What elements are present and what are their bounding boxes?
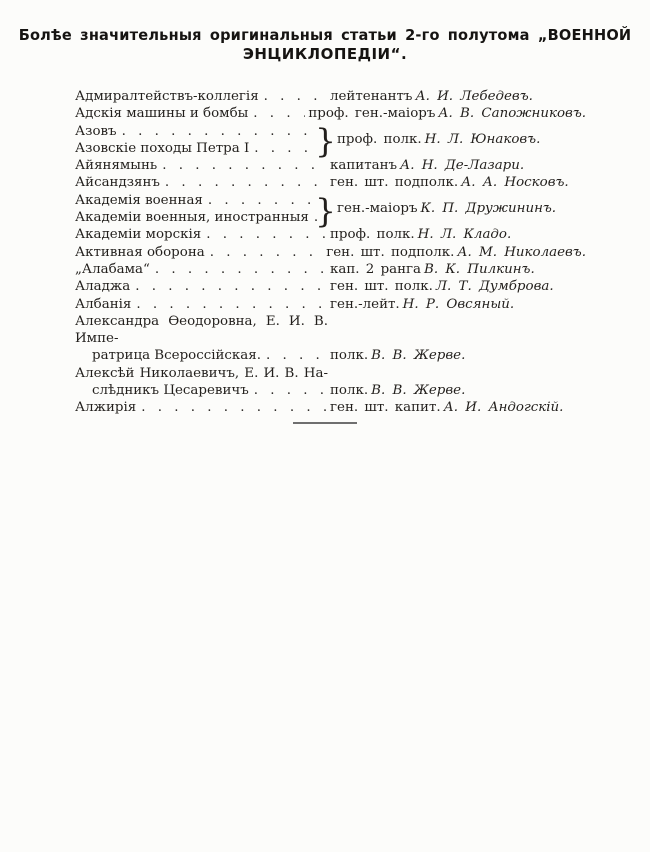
author-name: А. М. Николаевъ. bbox=[457, 244, 586, 260]
group-titles bbox=[75, 123, 315, 158]
entry-author bbox=[330, 278, 586, 295]
entry-row bbox=[75, 296, 586, 313]
author-name: А. В. Сапожниковъ. bbox=[438, 106, 586, 122]
entry-author bbox=[330, 226, 586, 243]
group-brace: } bbox=[315, 190, 336, 230]
entry-title-line-1: Александра Ѳеодоровна, Е. И. В. Импе- bbox=[75, 313, 328, 347]
dot-leader bbox=[253, 105, 305, 122]
entry-row bbox=[75, 399, 586, 416]
author-rank: проф. полк. bbox=[337, 132, 422, 148]
entry-title: Адскія машины и бомбы bbox=[75, 106, 249, 122]
author-name: А. Н. Де-Лазари. bbox=[400, 158, 525, 174]
entry-author bbox=[330, 296, 586, 313]
dot-leader bbox=[136, 296, 327, 313]
entry-title: Академіи военныя, иностранныя bbox=[75, 210, 309, 226]
entry-title-line-2: слѣдникъ Цесаревичъ bbox=[92, 383, 249, 399]
author-rank: ген.-маіоръ bbox=[337, 201, 418, 217]
entry-author bbox=[330, 382, 586, 399]
entry-title: Азовскіе походы Петра I bbox=[75, 140, 250, 156]
author-rank: проф. полк. bbox=[330, 227, 415, 243]
entry-author bbox=[330, 347, 586, 364]
entry-row bbox=[75, 244, 586, 261]
entry-author bbox=[330, 157, 586, 174]
page-title-line-2: ЭНЦИКЛОПЕДІИ“. bbox=[242, 45, 408, 63]
dot-leader bbox=[135, 278, 327, 295]
page-title-line-1: Болѣе значительныя оригинальныя статьи 2-го полутома „ВОЕННОЙ bbox=[18, 26, 632, 44]
group-title-row bbox=[75, 192, 315, 209]
entry-author bbox=[308, 105, 586, 122]
entry-group-row bbox=[75, 121, 586, 161]
author-rank: капитанъ bbox=[330, 158, 398, 174]
author-name: Н. Л. Кладо. bbox=[417, 227, 512, 243]
group-title-row bbox=[75, 140, 315, 157]
entry-author bbox=[337, 200, 586, 217]
entry-row bbox=[75, 261, 586, 278]
author-name: Н. Р. Овсяный. bbox=[402, 296, 515, 312]
author-name: А. И. Лебедевъ. bbox=[415, 89, 533, 104]
entry-twoline bbox=[75, 313, 586, 365]
end-divider bbox=[293, 422, 357, 424]
entry-title: Азовъ bbox=[75, 123, 117, 139]
entry-title: Аладжа bbox=[75, 279, 131, 295]
entry-list bbox=[75, 88, 586, 417]
entry-title: Айянямынь bbox=[75, 158, 158, 174]
dot-leader bbox=[266, 347, 327, 364]
author-rank: полк. bbox=[330, 383, 369, 399]
author-name: А. И. Андогскій. bbox=[443, 400, 564, 416]
author-rank: ген.-лейт. bbox=[330, 296, 400, 312]
dot-leader bbox=[264, 88, 327, 105]
dot-leader bbox=[254, 382, 327, 399]
author-rank: ген. шт. подполк. bbox=[330, 175, 459, 191]
entry-twoline bbox=[75, 365, 586, 400]
group-brace: } bbox=[315, 121, 336, 161]
entry-row bbox=[75, 105, 586, 122]
entry-author bbox=[330, 399, 586, 416]
dot-leader bbox=[141, 399, 327, 416]
author-rank: кап. 2 ранга bbox=[330, 261, 422, 277]
author-rank: ген. шт. капит. bbox=[330, 400, 441, 416]
group-titles bbox=[75, 192, 315, 227]
entry-row bbox=[75, 382, 586, 399]
author-name: В. В. Жерве. bbox=[371, 383, 466, 399]
author-name: Л. Т. Думброва. bbox=[435, 279, 554, 295]
entry-author bbox=[330, 88, 586, 105]
author-name: В. К. Пилкинъ. bbox=[424, 261, 535, 277]
page-title bbox=[0, 0, 650, 64]
author-rank: ген. шт. подполк. bbox=[326, 244, 455, 260]
entry-title: Алжирія bbox=[75, 400, 137, 416]
author-rank: лейтенантъ bbox=[330, 89, 413, 104]
entry-row bbox=[75, 174, 586, 191]
author-rank: проф. ген.-маіоръ bbox=[308, 106, 436, 122]
author-name: Н. Л. Юнаковъ. bbox=[424, 132, 541, 148]
entry-author bbox=[330, 174, 586, 191]
dot-leader bbox=[165, 174, 327, 191]
author-name: В. В. Жерве. bbox=[371, 348, 466, 364]
entry-group-row bbox=[75, 190, 586, 230]
entry-title: „Алабама“ bbox=[75, 261, 150, 277]
dot-leader bbox=[206, 226, 327, 243]
entry-title: Академіи морскія bbox=[75, 227, 202, 243]
author-rank: ген. шт. полк. bbox=[330, 279, 433, 295]
entry-title: Айсандзянъ bbox=[75, 175, 160, 191]
entry-title-line-1: Алексѣй Николаевичъ, Е. И. В. На- bbox=[75, 365, 328, 381]
entry-row bbox=[75, 88, 586, 105]
entry-title: Албанія bbox=[75, 296, 132, 312]
author-name: К. П. Дружининъ. bbox=[420, 201, 557, 217]
author-rank: полк. bbox=[330, 348, 369, 364]
entry-author bbox=[337, 131, 586, 148]
entry-author bbox=[330, 261, 586, 278]
dot-leader bbox=[254, 140, 312, 157]
dot-leader bbox=[210, 244, 324, 261]
group-title-row bbox=[75, 209, 315, 226]
entry-title: Адмиралтействъ-коллегія bbox=[75, 89, 259, 104]
dot-leader bbox=[155, 261, 327, 278]
entry-title-line-2: ратрица Всероссійская. bbox=[92, 348, 261, 364]
entry-title: Академія военная bbox=[75, 192, 203, 208]
entry-row bbox=[75, 278, 586, 295]
entry-row bbox=[75, 347, 586, 364]
entry-author bbox=[326, 244, 586, 261]
group-title-row bbox=[75, 123, 315, 140]
dot-leader bbox=[122, 123, 312, 140]
dot-leader bbox=[208, 192, 312, 209]
author-name: А. А. Носковъ. bbox=[461, 175, 569, 191]
dot-leader bbox=[162, 157, 327, 174]
entry-title: Активная оборона bbox=[75, 244, 205, 260]
